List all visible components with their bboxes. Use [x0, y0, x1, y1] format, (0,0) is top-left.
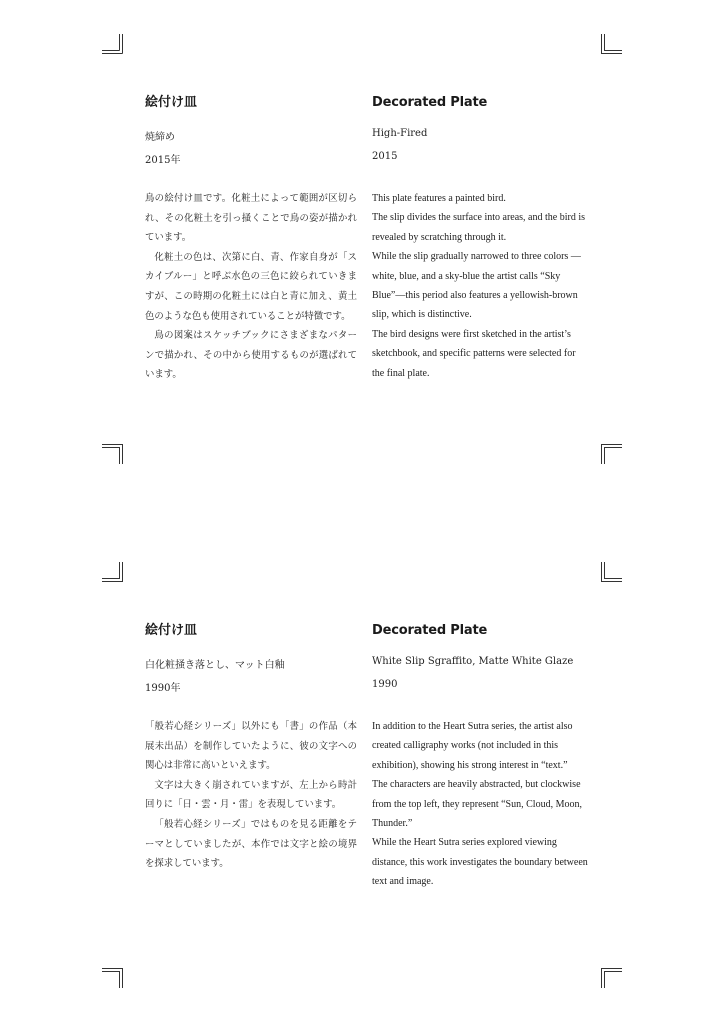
year-ja: 1990年 — [145, 683, 181, 694]
crop-mark-top-left-1 — [102, 34, 124, 56]
year-ja: 2015年 — [145, 155, 181, 166]
crop-mark-bottom-right-2 — [600, 966, 622, 988]
description-paragraph: 文字は大きく崩されていますが、左上から時計回りに「日・雲・月・雷」を表現しています。 — [145, 779, 357, 811]
crop-mark-bottom-right-1 — [600, 442, 622, 464]
crop-mark-top-right-1 — [600, 34, 622, 56]
work-title-en: Decorated Plate — [372, 623, 488, 638]
work-title-en: Decorated Plate — [372, 95, 488, 110]
technique-en: White Slip Sgraffito, Matte White Glaze — [372, 656, 574, 667]
description-paragraph: 鳥の絵付け皿です。化粧土によって範囲が区切られ、その化粧土を引っ掻くことで鳥の姿が描かれています。 — [145, 193, 357, 244]
description-line: In addition to the Heart Sutra series, the artist also created calligraphy works (not included in this exhibition), showing his strong interest in “text.” — [372, 721, 573, 771]
description-line: This plate features a painted bird. — [372, 193, 506, 204]
description-line: The bird designs were first sketched in the artist’s sketchbook, and specific patterns were selected for the final plate. — [372, 328, 576, 379]
technique-ja: 焼締め — [145, 132, 175, 143]
description-line: While the slip gradually narrowed to three colors —white, blue, and a sky-blue the artist calls “Sky Blue”—this period also features a yellowish-brown slip, which is distinctive. — [372, 251, 581, 321]
technique-en: High-Fired — [372, 128, 428, 139]
work-title-ja: 絵付け皿 — [145, 623, 198, 638]
english-column — [372, 94, 587, 379]
crop-mark-bottom-left-2 — [102, 966, 124, 988]
description-paragraph: 「般若心経シリーズ」以外にも「書」の作品（本展未出品）を制作していたように、彼の文字への関心は非常に高いといえます。 — [145, 721, 357, 772]
year-en: 1990 — [372, 679, 398, 690]
technique-ja: 白化粧掻き落とし、マット白釉 — [145, 660, 285, 671]
description-line: The characters are heavily abstracted, but clockwise from the top left, they represent “Sun, Cloud, Moon, Thunder.” — [372, 779, 582, 830]
japanese-column — [145, 622, 357, 870]
description-en — [372, 717, 588, 892]
description-ja — [145, 189, 357, 385]
description-paragraph: 「般若心経シリーズ」ではものを見る距離をテーマとしていましたが、本作では文字と絵の境界を探求しています。 — [145, 818, 357, 870]
english-column — [372, 622, 588, 888]
description-line: The slip divides the surface into areas, and the bird is revealed by scratching through it. — [372, 212, 585, 243]
crop-mark-bottom-left-1 — [102, 442, 124, 464]
work-title-ja: 絵付け皿 — [145, 95, 198, 110]
year-en: 2015 — [372, 151, 398, 162]
description-en — [372, 189, 588, 383]
description-paragraph: 化粧土の色は、次第に白、青、作家自身が「スカイブルー」と呼ぶ水色の三色に絞られていきますが、この時期の化粧土には白と青に加え、黄土色のような色も使用されていることが特徴です。 — [145, 251, 357, 322]
description-line: While the Heart Sutra series explored viewing distance, this work investigates the boundary between text and image. — [372, 837, 588, 888]
japanese-column — [145, 94, 357, 381]
description-paragraph: 鳥の図案はスケッチブックにさまざまなパターンで描かれ、その中から使用するものが選ばれています。 — [145, 330, 357, 381]
crop-mark-top-right-2 — [600, 562, 622, 584]
crop-mark-top-left-2 — [102, 562, 124, 584]
description-ja — [145, 717, 357, 874]
